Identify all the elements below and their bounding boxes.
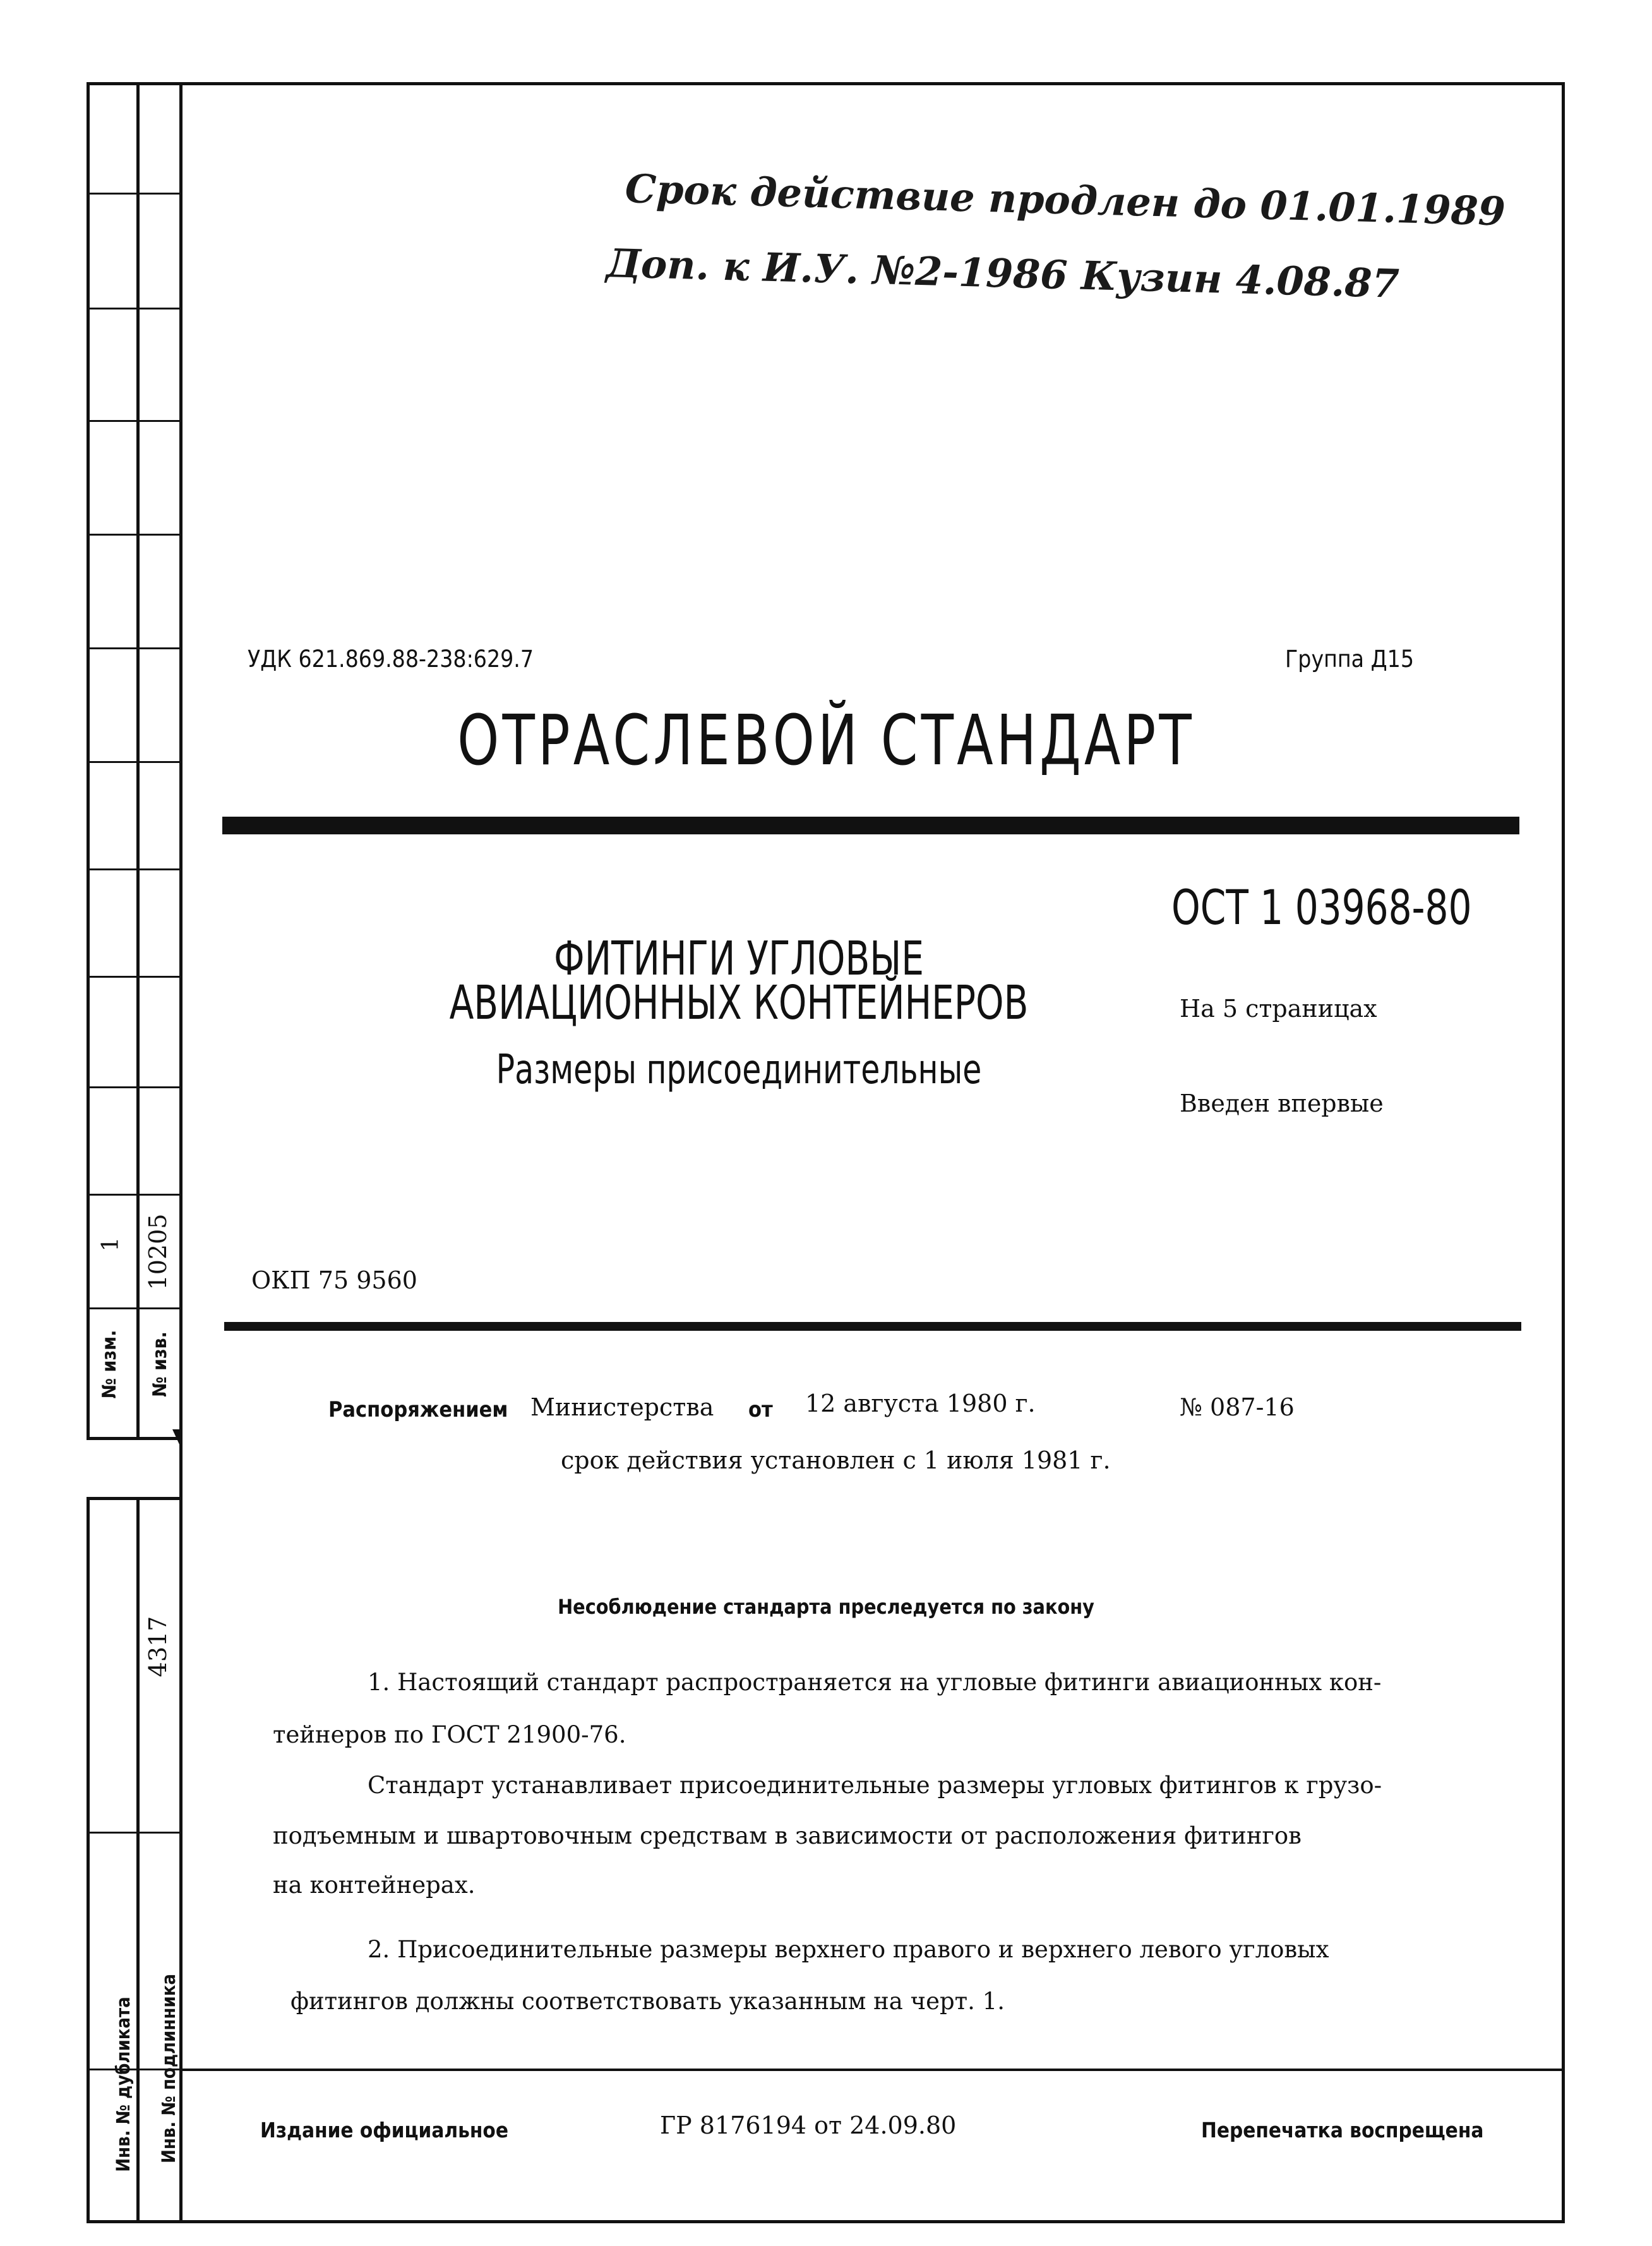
- standard-title-line2: АВИАЦИОННЫХ КОНТЕЙНЕРОВ: [449, 976, 1029, 1030]
- handwritten-extension-note: Срок действие продлен до 01.01.1989: [625, 165, 1506, 235]
- paragraph-2-line-3: на контейнерах.: [273, 1871, 476, 1899]
- group-code: Группа Д15: [1285, 646, 1415, 673]
- duplicate-inventory-label: Инв. № дубликата: [112, 1997, 134, 2172]
- paragraph-2-line-2: подъемным и швартовочным средствам в зависимости от расположения фитингов: [273, 1822, 1302, 1849]
- frame-top-border: [87, 82, 1565, 85]
- change-no-label: № изм.: [99, 1330, 121, 1399]
- frame-right-border: [1562, 82, 1565, 2223]
- paragraph-3-line-2: фитингов должны соответствовать указанным на черт. 1.: [290, 1988, 1005, 2015]
- order-number: № 087-16: [1180, 1393, 1295, 1421]
- validity-period: срок действия установлен с 1 июля 1981 г.: [561, 1446, 1111, 1474]
- paragraph-1-line-1: 1. Настоящий стандарт распространяется на угловые фитинги авиационных кон-: [368, 1669, 1382, 1696]
- paragraph-1-line-2: тейнеров по ГОСТ 21900-76.: [273, 1721, 626, 1748]
- order-from: от: [748, 1397, 773, 1422]
- frame-bottom-border: [87, 2220, 1565, 2223]
- reprint-note: Перепечатка воспрещена: [1201, 2118, 1484, 2142]
- okp-code: ОКП 75 9560: [251, 1266, 417, 1294]
- standard-number: ОСТ 1 03968-80: [1171, 879, 1472, 935]
- page-count: На 5 страницах: [1180, 995, 1377, 1023]
- footer-rule: [179, 2069, 1565, 2071]
- paragraph-3-line-1: 2. Присоединительные размеры верхнего правого и верхнего левого угловых: [368, 1936, 1329, 1963]
- standard-subtitle: Размеры присоединительные: [496, 1047, 982, 1093]
- section-rule: [224, 1322, 1521, 1331]
- legal-warning: Несоблюдение стандарта преследуется по закону: [558, 1595, 1094, 1619]
- handwritten-amendment-note: Доп. к И.У. №2-1986 Кузин 4.08.87: [606, 240, 1400, 307]
- introduced-note: Введен впервые: [1180, 1090, 1384, 1117]
- order-ministry: Министерства: [530, 1393, 714, 1421]
- original-inventory-no: 4317: [144, 1616, 172, 1678]
- udk-code: УДК 621.869.88-238:629.7: [248, 646, 534, 673]
- edition-note: Издание официальное: [260, 2118, 508, 2142]
- paragraph-2-line-1: Стандарт устанавливает присоединительные размеры угловых фитингов к грузо-: [368, 1772, 1382, 1799]
- original-inventory-label: Инв. № подлинника: [158, 1974, 179, 2163]
- order-date: 12 августа 1980 г.: [805, 1390, 1036, 1417]
- page-title: ОТРАСЛЕВОЙ СТАНДАРТ: [457, 700, 1195, 781]
- order-label: Распоряжением: [328, 1397, 508, 1422]
- notice-no-value: 10205: [144, 1213, 172, 1290]
- registration-note: ГР 8176194 от 24.09.80: [660, 2111, 957, 2139]
- notice-no-label: № изв.: [149, 1331, 171, 1397]
- title-rule: [222, 817, 1519, 834]
- change-no-value: 1: [98, 1237, 124, 1252]
- standard-title-line1: ФИТИНГИ УГЛОВЫЕ: [554, 932, 924, 986]
